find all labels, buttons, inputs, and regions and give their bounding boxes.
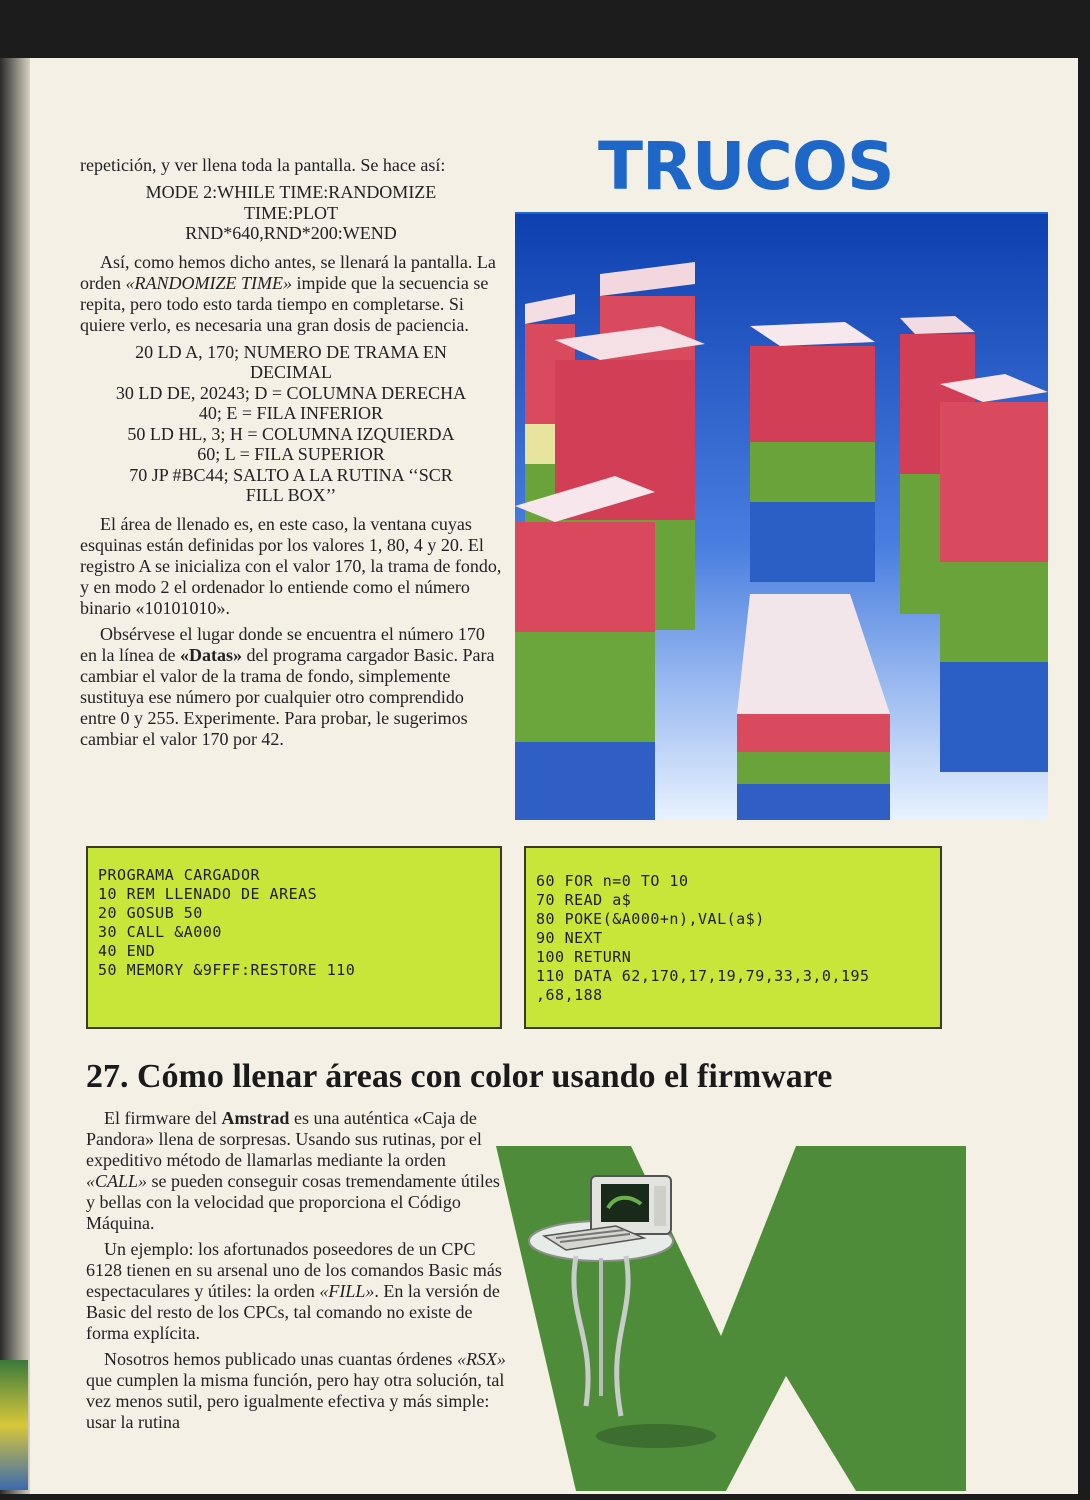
computer-illustration (496, 1146, 966, 1491)
paragraph: El área de llenado es, en este caso, la ventana cuyas esquinas están definidas por los valores 1, 80, 4 y 20. El registro A se inicializa con el valor 170, la trama de fondo, y en modo 2 el ordenador lo entiende como el número binario «10101010». (80, 513, 502, 618)
listing-line: 90 NEXT (536, 929, 603, 947)
block (940, 374, 1048, 772)
listing-line: 50 MEMORY &9FFF:RESTORE 110 (98, 961, 356, 979)
listing-line: 110 DATA 62,170,17,19,79,33,3,0,195 (536, 967, 870, 985)
listing-line: 20 GOSUB 50 (98, 904, 203, 922)
page-edge-color-strip (0, 1360, 28, 1490)
snippet-line: 50 LD HL, 3; H = COLUMNA IZQUIERDA (127, 423, 455, 444)
page-edge (0, 58, 30, 1494)
snippet-line: DECIMAL (250, 362, 332, 382)
paragraph: Obsérvese el lugar donde se encuentra el número 170 en la línea de «Datas» del programa cargador Basic. Para cambiar el valor de la trama de fondo, simplemente sustituya ese número por cualquier otro comprendido entre 0 y 255. Experimente. Para probar, le sugerimos cambiar el valor 170 por 42. (80, 623, 495, 749)
listing-cargador (86, 846, 502, 1029)
paragraph: Así, como hemos dicho antes, se llenará la pantalla. La orden «RANDOMIZE TIME» impide que la secuencia se repita, pero todo esto tarda tiempo en completarse. Si quiere verlo, es necesaria una gran dosis de paciencia. (80, 251, 496, 335)
listing-line: 40 END (98, 942, 156, 960)
listing-line: 10 REM LLENADO DE AREAS (98, 885, 318, 903)
listing-continuation (524, 846, 942, 1029)
listing-line: 70 READ a$ (536, 891, 632, 909)
section-title: TRUCOS (598, 128, 894, 205)
block (750, 322, 875, 582)
snippet-line: MODE 2:WHILE TIME:RANDOMIZE (145, 182, 437, 202)
block (515, 476, 655, 820)
paragraph: Un ejemplo: los afortunados poseedores de un CPC 6128 tienen en su arsenal uno de los comandos Basic más espectaculares y útiles: la orden «FILL». En la versión de Basic del resto de los CPCs, tal comando no existe de forma explícita. (86, 1239, 502, 1343)
snippet-line: 20 LD A, 170; NUMERO DE TRAMA EN (135, 341, 447, 362)
listing-line: ,68,188 (536, 986, 603, 1004)
snippet-line: 70 JP #BC44; SALTO A LA RUTINA ‘‘SCR (129, 464, 453, 485)
snippet-line: TIME:PLOT (244, 202, 338, 223)
assembly-snippet (80, 342, 502, 506)
listing-line: PROGRAMA CARGADOR (98, 866, 261, 884)
snippet-line: RND*640,RND*200:WEND (185, 223, 397, 243)
listing-line: 80 POKE(&A000+n),VAL(a$) (536, 910, 765, 928)
snippet-line: 30 LD DE, 20243; D = COLUMNA DERECHA (115, 382, 467, 403)
basic-snippet (80, 182, 502, 244)
listing-line: 30 CALL &A000 (98, 923, 222, 941)
article-heading: 27. Cómo llenar áreas con color usando el firmware (86, 1058, 833, 1095)
snippet-line: 40; E = FILA INFERIOR (198, 403, 384, 423)
snippet-line: 60; L = FILA SUPERIOR (197, 444, 385, 464)
snippet-line: FILL BOX’’ (245, 485, 337, 505)
bottom-text-column (86, 1108, 506, 1438)
listing-line: 60 FOR n=0 TO 10 (536, 872, 689, 890)
blocks-illustration (515, 214, 1048, 820)
listing-line: 100 RETURN (536, 948, 632, 966)
top-text-column (80, 155, 502, 755)
paragraph: Nosotros hemos publicado unas cuantas órdenes «RSX» que cumplen la misma función, pero hay otra solución, tal vez menos sutil, pero igualmente efectiva y más simple: usar la rutina (86, 1349, 506, 1432)
paragraph: El firmware del Amstrad es una auténtica «Caja de Pandora» llena de sorpresas. Usando sus rutinas, por el expeditivo método de llamarlas mediante la orden «CALL» se pueden conseguir cosas tremendamente útiles y bellas con la velocidad que proporciona el Código Máquina. (86, 1108, 500, 1233)
paragraph: repetición, y ver llena toda la pantalla. Se hace así: (80, 155, 446, 175)
